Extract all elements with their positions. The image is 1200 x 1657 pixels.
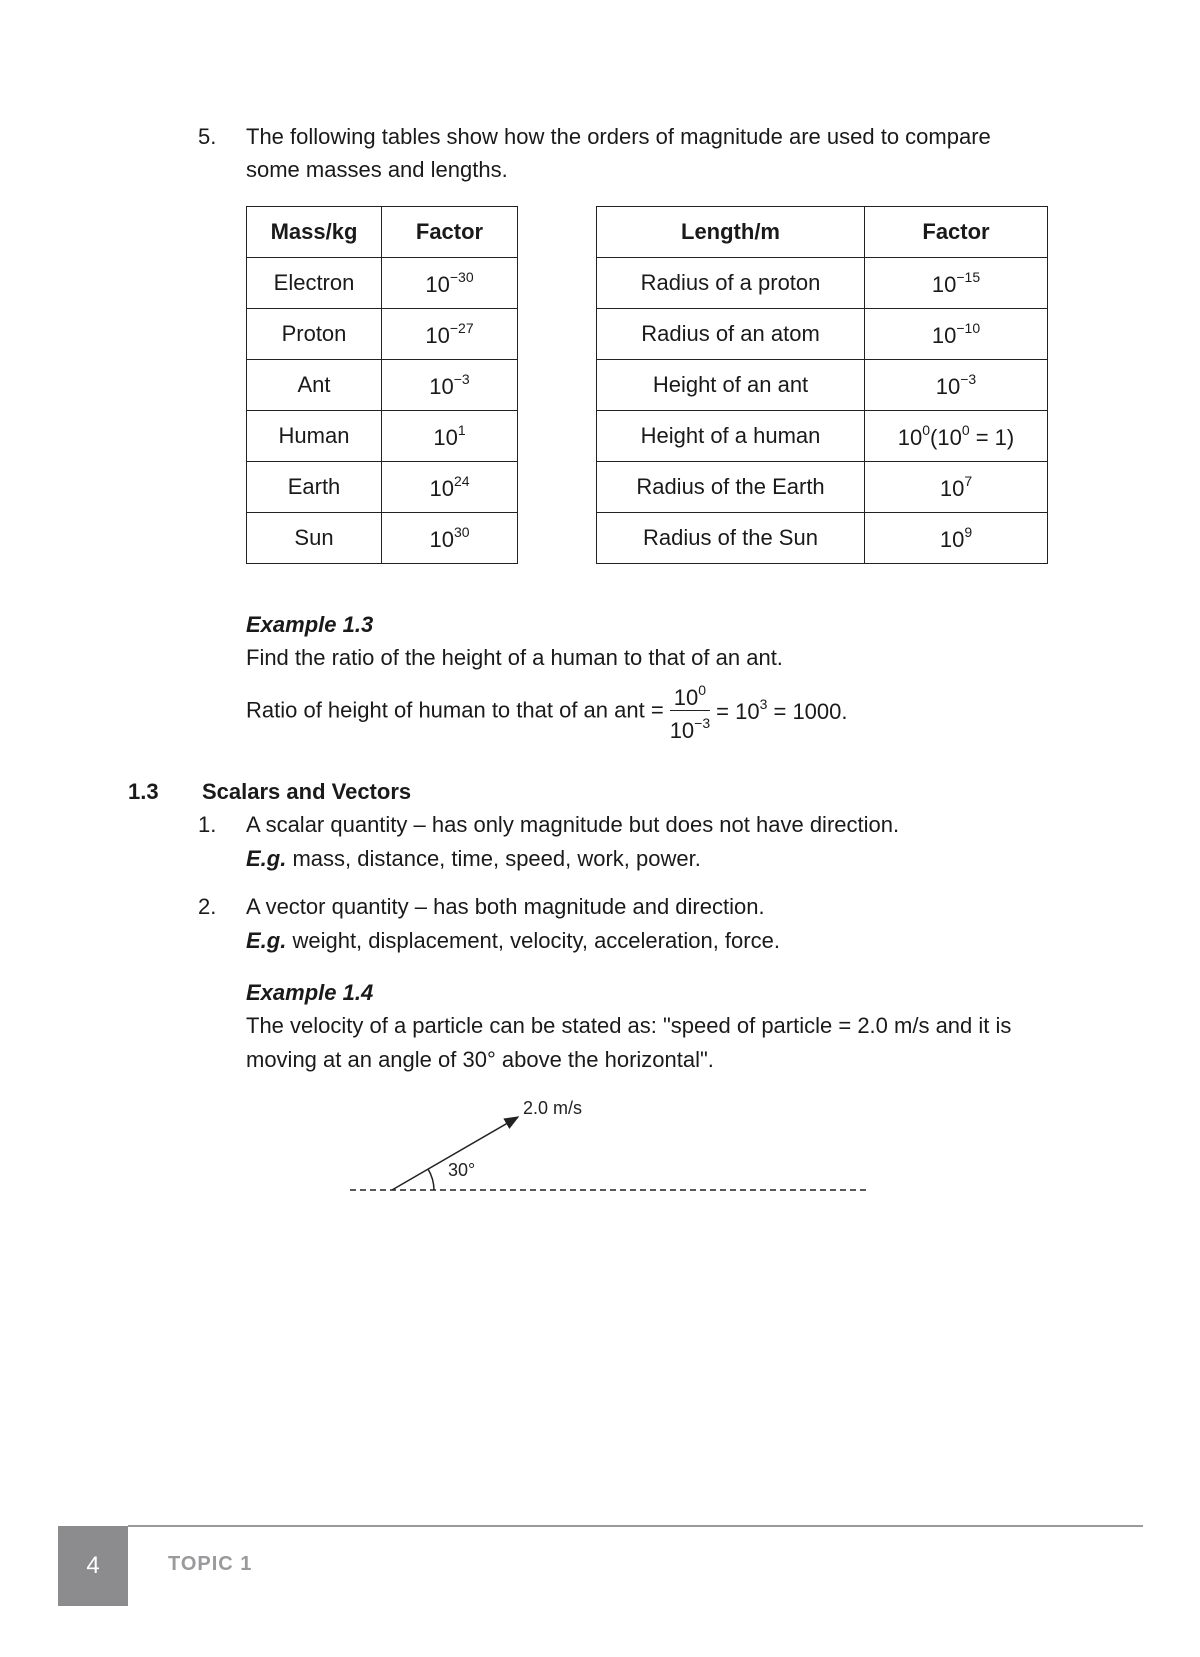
example-1-4-line1: The velocity of a particle can be stated as: "speed of particle = 2.0 m/s and it is xyxy=(246,1013,1012,1038)
list-item-example: E.g. weight, displacement, velocity, acceleration, force. xyxy=(246,928,780,953)
item-5-number: 5. xyxy=(198,124,217,149)
item-5-text-line1: The following tables show how the orders of magnitude are used to compare xyxy=(246,124,991,149)
table-row xyxy=(247,513,518,564)
length-label: Height of a human xyxy=(597,411,865,462)
mass-column-header: Mass/kg xyxy=(247,207,382,258)
section-title: Scalars and Vectors xyxy=(202,779,412,804)
factor-column-header: Factor xyxy=(865,207,1048,258)
table-row xyxy=(247,258,518,309)
length-label: Radius of the Sun xyxy=(597,513,865,564)
table-row xyxy=(597,513,1048,564)
length-factor: $10^0(10^0 = 1)$ xyxy=(865,411,1048,462)
fraction-numerator: $10^0$ xyxy=(670,678,710,711)
example-1-3-question: Find the ratio of the height of a human to that of an ant. xyxy=(246,645,783,670)
mass-label: Sun xyxy=(247,513,382,564)
length-factor: $10^{-10}$ xyxy=(865,309,1048,360)
list-item-number: 1. xyxy=(198,812,217,837)
page-number: 4 xyxy=(58,1526,128,1606)
example-1-4-title: Example 1.4 xyxy=(246,980,374,1005)
length-label: Height of an ant xyxy=(597,360,865,411)
velocity-vector-diagram xyxy=(330,1085,890,1205)
answer-prefix: Ratio of height of human to that of an ant = xyxy=(246,697,664,723)
table-row xyxy=(597,462,1048,513)
table-row xyxy=(597,258,1048,309)
mass-label: Earth xyxy=(247,462,382,513)
angle-label: 30° xyxy=(448,1160,476,1180)
table-row xyxy=(597,411,1048,462)
list-item-example: E.g. mass, distance, time, speed, work, power. xyxy=(246,846,701,871)
length-label: Radius of an atom xyxy=(597,309,865,360)
mass-label: Proton xyxy=(247,309,382,360)
mass-table-header-row xyxy=(247,207,518,258)
list-item-text: A scalar quantity – has only magnitude but does not have direction. xyxy=(246,812,900,837)
topic-label: TOPIC 1 xyxy=(168,1553,253,1575)
list-item-text: A vector quantity – has both magnitude and direction. xyxy=(246,894,765,919)
table-row xyxy=(597,309,1048,360)
example-1-3-title: Example 1.3 xyxy=(246,612,374,637)
item-5-text-line2: some masses and lengths. xyxy=(246,157,508,182)
length-column-header: Length/m xyxy=(597,207,865,258)
length-label: Radius of a proton xyxy=(597,258,865,309)
mass-factor: $10^{-27}$ xyxy=(382,309,518,360)
example-1-4-line2: moving at an angle of 30° above the horizontal". xyxy=(246,1047,714,1072)
factor-column-header: Factor xyxy=(382,207,518,258)
length-factor: $10^{-15}$ xyxy=(865,258,1048,309)
mass-table xyxy=(246,206,518,564)
length-factor: $10^9$ xyxy=(865,513,1048,564)
mass-factor: $10^{24}$ xyxy=(382,462,518,513)
length-factor: $10^{-3}$ xyxy=(865,360,1048,411)
length-table-header-row xyxy=(597,207,1048,258)
table-row xyxy=(247,309,518,360)
length-factor: $10^7$ xyxy=(865,462,1048,513)
vector-magnitude-label: 2.0 m/s xyxy=(523,1098,583,1118)
section-number: 1.3 xyxy=(128,779,159,804)
mass-factor: $10^1$ xyxy=(382,411,518,462)
mass-factor: $10^{-3}$ xyxy=(382,360,518,411)
table-row xyxy=(597,360,1048,411)
mass-label: Ant xyxy=(247,360,382,411)
mass-label: Electron xyxy=(247,258,382,309)
mass-label: Human xyxy=(247,411,382,462)
list-item-number: 2. xyxy=(198,894,217,919)
fraction-denominator: $10^{-3}$ xyxy=(669,715,711,743)
example-1-3-answer xyxy=(246,678,848,743)
table-row xyxy=(247,462,518,513)
mass-factor: $10^{30}$ xyxy=(382,513,518,564)
footer-rule xyxy=(128,1525,1143,1527)
length-label: Radius of the Earth xyxy=(597,462,865,513)
answer-result: = $10^3 = 1000$. xyxy=(716,696,848,724)
angle-arc xyxy=(428,1169,434,1190)
mass-factor: $10^{-30}$ xyxy=(382,258,518,309)
ratio-fraction xyxy=(670,678,710,743)
table-row xyxy=(247,411,518,462)
length-table xyxy=(596,206,1048,564)
table-row xyxy=(247,360,518,411)
